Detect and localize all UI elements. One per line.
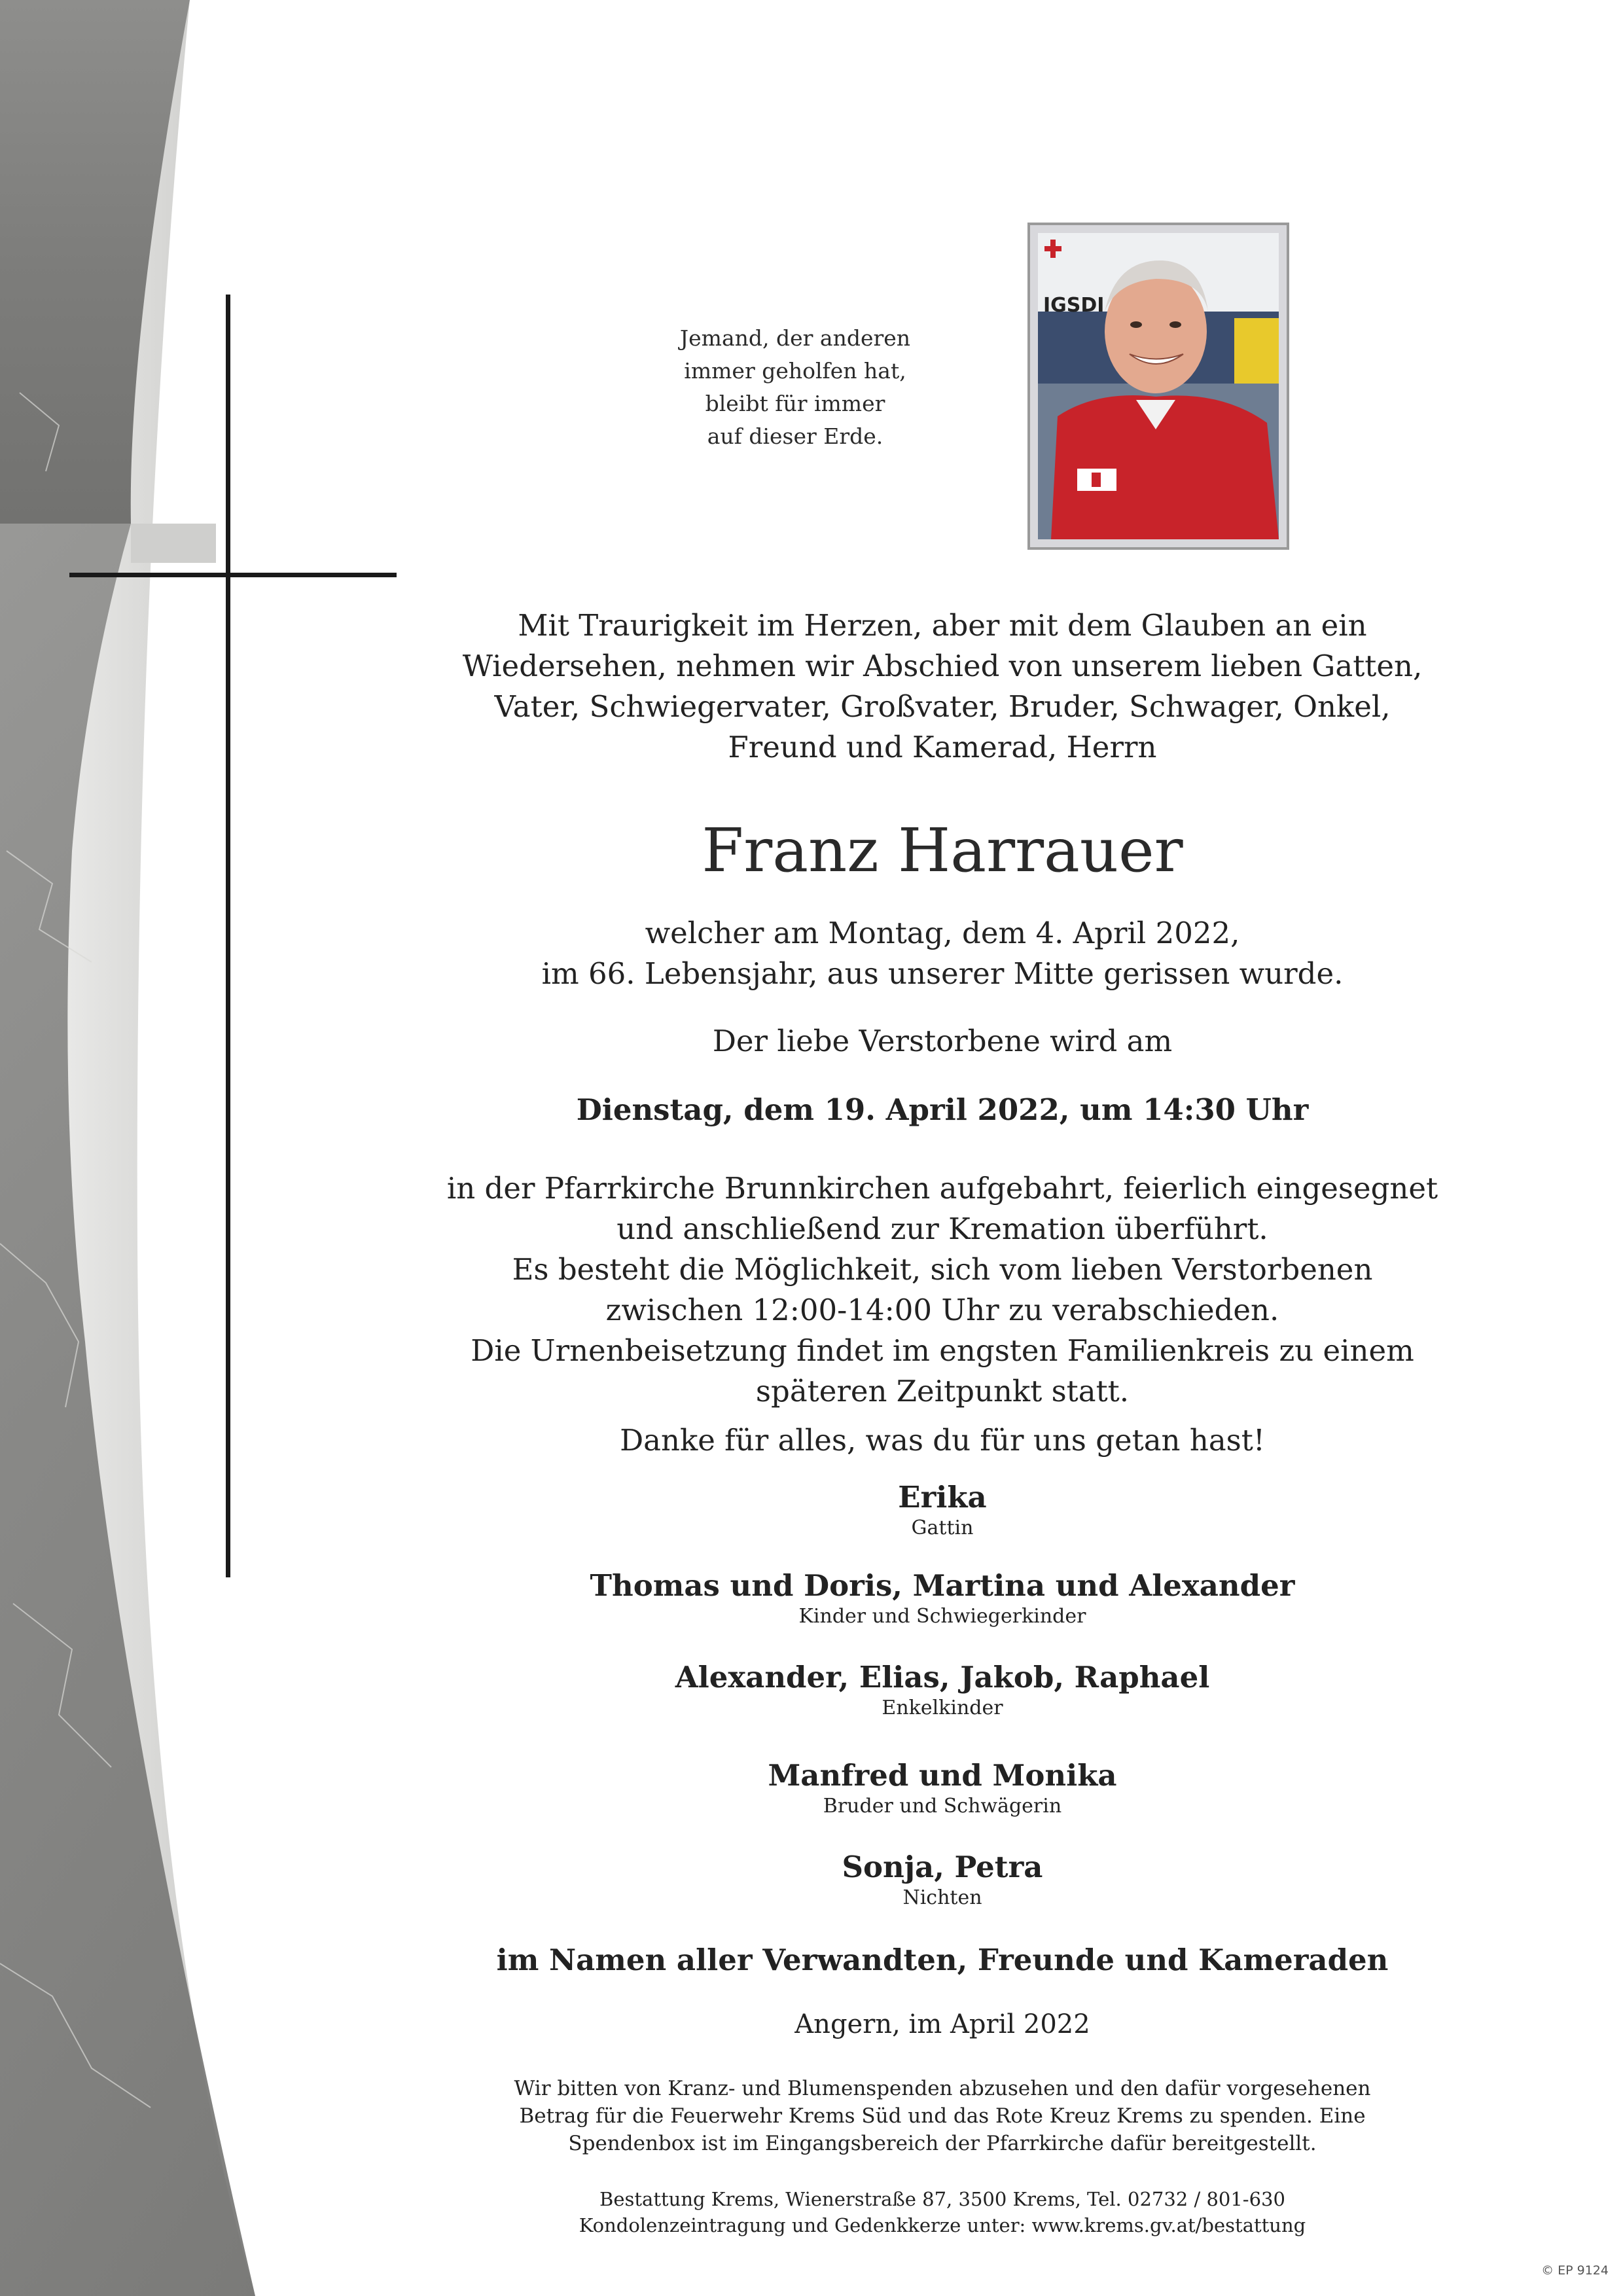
mourner-group [393,1849,1492,1910]
marble-decoration [0,0,275,2296]
details-line: in der Pfarrkirche Brunnkirchen aufgebahrt, feierlich eingesegnet [446,1171,1438,1206]
cross-vertical-bar [226,295,230,1577]
funeral-home-line: Bestattung Krems, Wienerstraße 87, 3500 Krems, Tel. 02732 / 801-630 [599,2188,1285,2210]
mourner-group [393,1479,1492,1541]
place-date: Angern, im April 2022 [794,2009,1090,2039]
cross-horizontal-bar [69,573,397,577]
mourner-group [393,1757,1492,1819]
reference-code: © EP 9124 [1541,2263,1609,2278]
mourner-name: Alexander, Elias, Jakob, Raphael [675,1660,1210,1695]
mourner-group [393,1659,1492,1721]
intro-line: Vater, Schwiegervater, Großvater, Bruder, Schwager, Onkel, [494,689,1391,724]
poem-line: auf dieser Erde. [707,423,883,449]
portrait-image [1038,233,1279,539]
details-line: Es besteht die Möglichkeit, sich vom lieben Verstorbenen [512,1252,1373,1287]
death-info-line: im 66. Lebensjahr, aus unserer Mitte gerissen wurde. [541,956,1344,991]
intro-line: Wiedersehen, nehmen wir Abschied von unserem lieben Gatten, [462,649,1423,683]
intro-line: Mit Traurigkeit im Herzen, aber mit dem Glauben an ein [518,608,1367,643]
portrait-illustration [1038,233,1279,539]
funeral-date: Dienstag, dem 19. April 2022, um 14:30 Uhr [576,1092,1309,1127]
mourner-relation: Gattin [911,1516,974,1539]
mourner-name: Erika [898,1480,987,1515]
photo-patch-text: IGSDI [1043,294,1105,317]
donation-note [393,2075,1492,2157]
mourner-name: Sonja, Petra [842,1850,1043,1884]
poem-line: bleibt für immer [705,391,885,416]
portrait-photo [1027,223,1289,550]
closing-line: im Namen aller Verwandten, Freunde und Kameraden [496,1943,1389,1977]
mourner-name: Manfred und Monika [768,1758,1117,1793]
mourner-relation: Kinder und Schwiegerkinder [798,1605,1086,1628]
mourner-relation: Nichten [902,1886,982,1909]
donation-line: Betrag für die Feuerwehr Krems Süd und das Rote Kreuz Krems zu spenden. Eine [519,2104,1366,2128]
mourner-name: Thomas und Doris, Martina und Alexander [590,1568,1295,1603]
death-info [393,913,1492,994]
memorial-poem [582,322,1008,453]
mourner-relation: Bruder und Schwägerin [823,1795,1062,1818]
funeral-home-info [393,2186,1492,2238]
donation-line: Wir bitten von Kranz- und Blumenspenden abzusehen und den dafür vorgesehenen [514,2077,1371,2100]
mourner-relation: Enkelkinder [882,1696,1003,1719]
death-info-line: welcher am Montag, dem 4. April 2022, [645,916,1240,950]
intro-line: Freund und Kamerad, Herrn [728,730,1157,764]
thanks-line: Danke für alles, was du für uns getan hast! [620,1423,1265,1458]
poem-line: Jemand, der anderen [679,325,911,351]
details-line: und anschließend zur Kremation überführt. [616,1211,1268,1246]
poem-line: immer geholfen hat, [684,358,906,384]
funeral-home-line: Kondolenzeintragung und Gedenkkerze unter: www.krems.gv.at/bestattung [579,2214,1306,2236]
details-line: späteren Zeitpunkt statt. [755,1374,1130,1408]
funeral-lead: Der liebe Verstorbene wird am [712,1024,1173,1058]
details-line: zwischen 12:00-14:00 Uhr zu verabschieden. [605,1293,1279,1327]
funeral-details [393,1168,1492,1412]
deceased-name: Franz Harrauer [702,816,1183,886]
details-line: Die Urnenbeisetzung findet im engsten Familienkreis zu einem [471,1333,1414,1368]
donation-line: Spendenbox ist im Eingangsbereich der Pfarrkirche dafür bereitgestellt. [568,2132,1317,2155]
intro-text [393,605,1492,768]
mourner-group [393,1568,1492,1629]
